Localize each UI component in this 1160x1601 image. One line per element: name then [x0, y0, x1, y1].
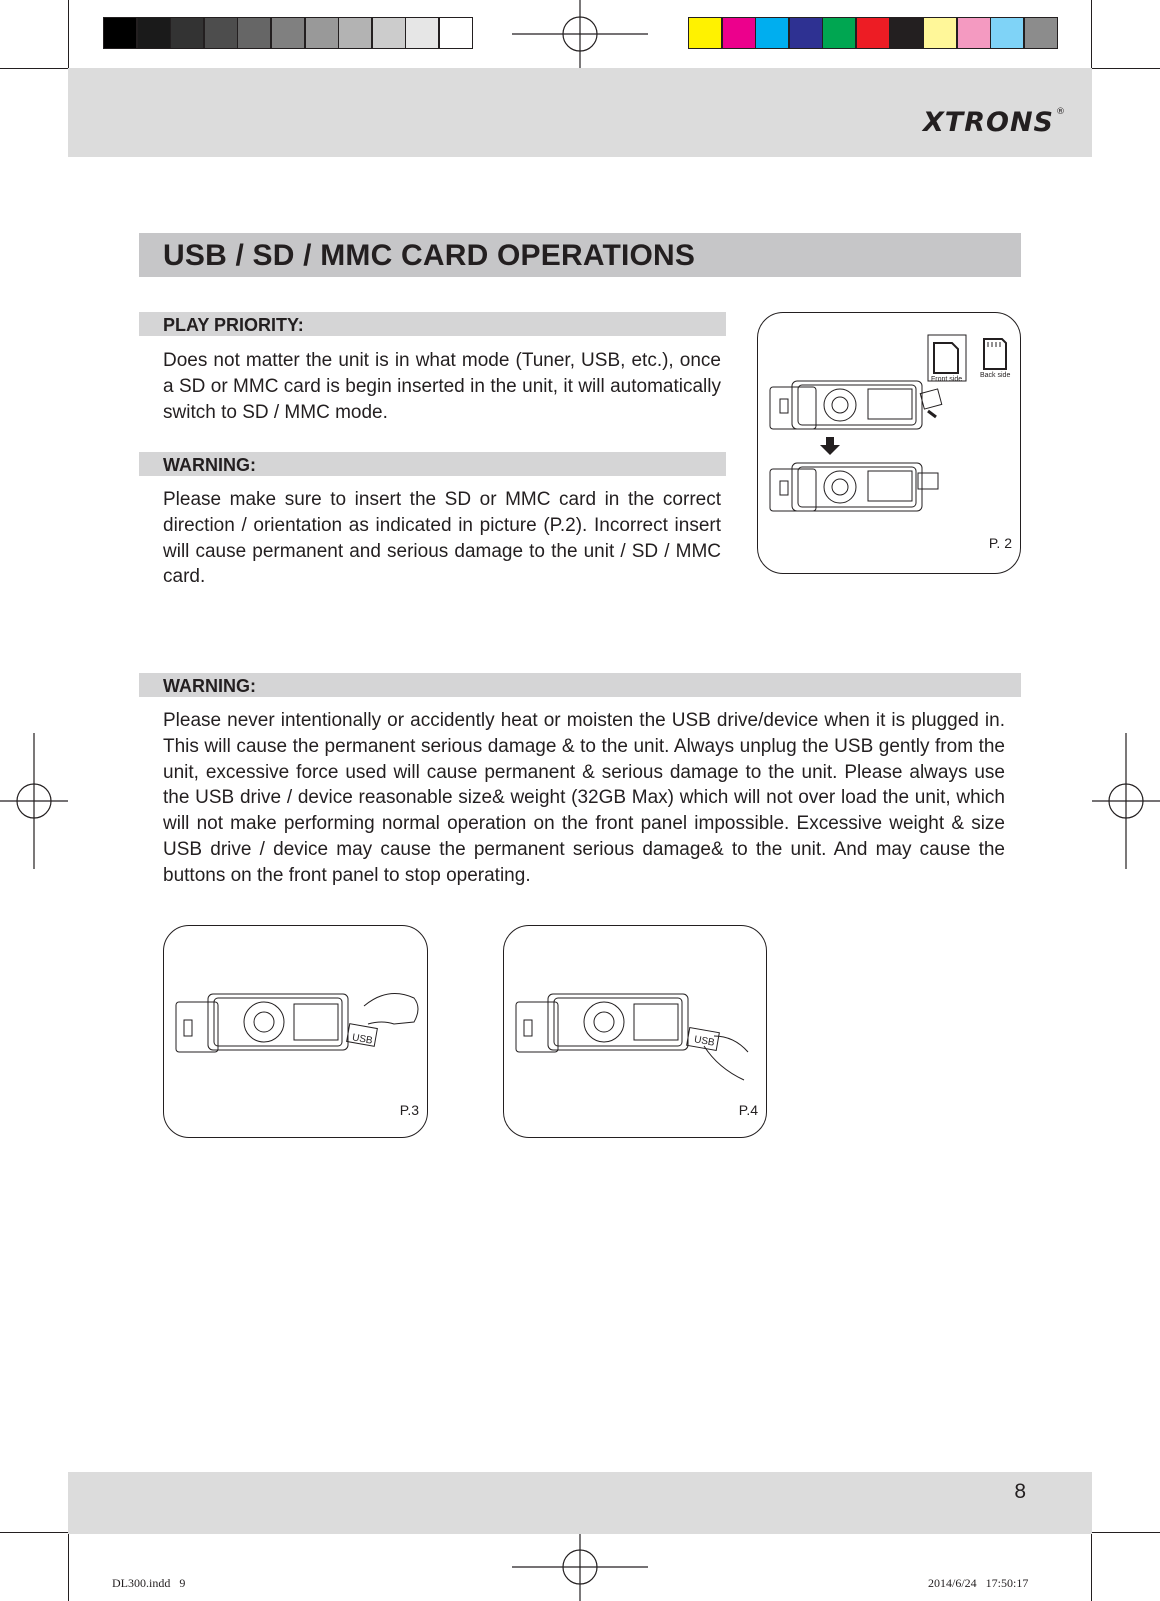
color-swatch — [957, 17, 991, 49]
color-swatch — [305, 17, 339, 49]
play-priority-heading-bar — [139, 312, 726, 336]
brand-logo: XTRONS ® — [922, 107, 1066, 138]
color-swatch — [822, 17, 856, 49]
play-priority-heading: PLAY PRIORITY: — [163, 315, 304, 335]
color-swatch — [722, 17, 756, 49]
slug-timestamp: 2014/6/24 17:50:17 — [928, 1576, 1029, 1590]
play-priority-text: Does not matter the unit is in what mode (Tuner, USB, etc.), once a SD or MMC card is begin inserted in the unit, it will automatically switch to SD / MMC mode. — [163, 350, 721, 423]
registration-target-icon — [510, 0, 650, 70]
footer-band — [68, 1472, 1092, 1534]
usb-insert-illustration — [164, 926, 427, 1137]
color-swatch — [688, 17, 722, 49]
back-side-label: Back side — [980, 372, 1011, 379]
front-side-label: Front side — [931, 376, 963, 383]
page-title: USB / SD / MMC CARD OPERATIONS — [163, 239, 696, 272]
color-swatch — [890, 17, 924, 49]
warning-usb-heading-bar — [139, 673, 1021, 697]
color-swatch — [439, 17, 473, 49]
registration-target-icon — [510, 1532, 650, 1601]
registration-target-icon — [0, 731, 70, 871]
color-swatch — [338, 17, 372, 49]
figure-p4 — [503, 925, 767, 1138]
color-swatch — [405, 17, 439, 49]
color-swatch — [1024, 17, 1058, 49]
figure-p2 — [757, 312, 1021, 574]
color-swatch — [271, 17, 305, 49]
figure-label: P. 2 — [988, 535, 1012, 551]
usb-text: USB — [693, 1034, 716, 1049]
figure-p3 — [163, 925, 428, 1138]
warning-usb-heading: WARNING: — [163, 676, 256, 696]
color-swatch — [204, 17, 238, 49]
warning-usb-text: Please never intentionally or accidently heat or moisten the USB drive/device when it is plugged in. This will cause the permanent serious damage & to the unit. Always unplug the USB gently from the unit, excessive force used will cause permanent & serious damage to the unit. Please always use the USB drive / device reasonable size& weight (32GB Max) which will not over load the unit, which will not make performing normal operation on the front panel impossible. Excessive weight & size USB drive / device may cause the permanent serious damage& to the unit. And may cause the buttons on the front panel to stop operating. — [163, 710, 1005, 886]
page-number: 8 — [1014, 1480, 1026, 1503]
warning-card-text: Please make sure to insert the SD or MMC card in the correct direction / orientation as indicated in picture (P.2). Incorrect insert will cause permanent and serious damage to the unit / SD / MMC card. — [163, 489, 721, 588]
color-swatch — [755, 17, 789, 49]
color-swatch — [789, 17, 823, 49]
color-swatch — [923, 17, 957, 49]
registration-target-icon — [1090, 731, 1160, 871]
color-swatch — [237, 17, 271, 49]
slug-file-name: DL300.indd 9 — [112, 1576, 186, 1590]
figure-label: P.4 — [738, 1102, 758, 1118]
usb-remove-illustration — [504, 926, 766, 1137]
sd-card-insertion-illustration — [758, 313, 1020, 573]
usb-text: USB — [351, 1032, 374, 1047]
warning-card-heading-bar — [139, 452, 726, 476]
color-swatch — [372, 17, 406, 49]
warning-card-heading: WARNING: — [163, 455, 256, 475]
color-swatch — [103, 17, 137, 49]
color-swatch — [856, 17, 890, 49]
color-swatch — [137, 17, 171, 49]
color-swatch — [990, 17, 1024, 49]
figure-label: P.3 — [399, 1102, 419, 1118]
section-title-bar — [139, 233, 1021, 277]
color-swatch — [170, 17, 204, 49]
